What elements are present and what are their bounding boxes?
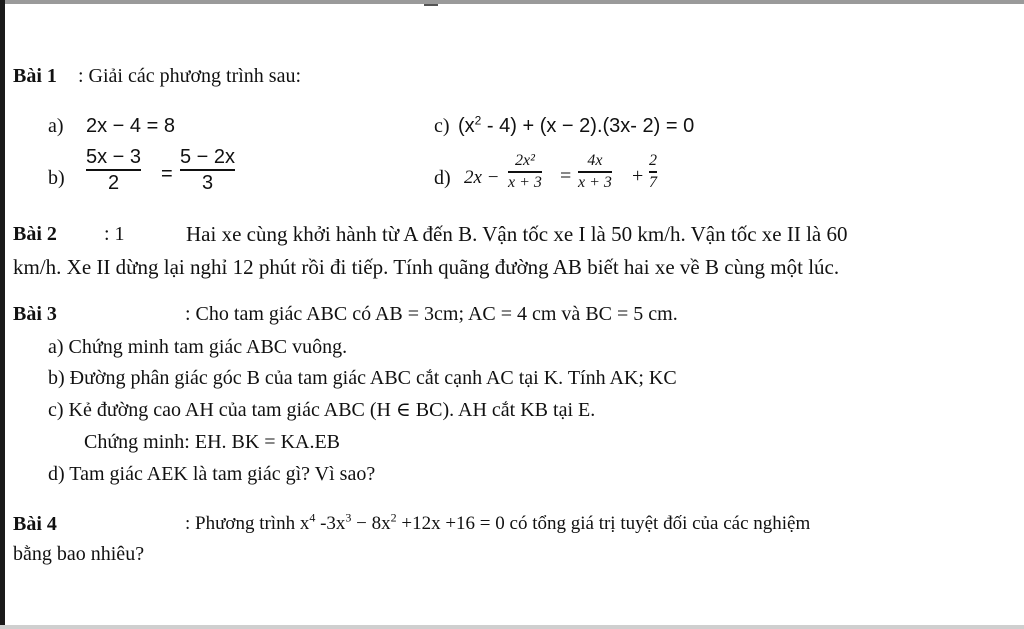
bai1-b-eq: =: [161, 163, 173, 185]
bai1-d-eq: =: [560, 165, 572, 187]
bai1-a-label: a): [48, 115, 64, 137]
bai4-p3: − 8x: [351, 513, 391, 534]
fraction-bar: [649, 171, 657, 173]
bai2-line1: Hai xe cùng khởi hành từ A đến B. Vận tốc xe I là 50 km/h. Vận tốc xe II là 60: [186, 222, 848, 246]
bai4-e1: 4: [309, 510, 316, 525]
fraction-bar: [86, 169, 141, 171]
bai1-b-label: b): [48, 167, 65, 189]
bai1-d-lead: 2x −: [464, 167, 500, 188]
bai3-c2: Chứng minh: EH. BK = KA.EB: [84, 431, 341, 453]
bai3-prompt: : Cho tam giác ABC có AB = 3cm; AC = 4 cm và BC = 5 cm.: [185, 303, 678, 325]
bai2-line2: km/h. Xe II dừng lại nghỉ 12 phút rồi đi tiếp. Tính quãng đường AB biết hai xe về B cùng một lúc.: [13, 255, 840, 279]
bai1-d-label: d): [434, 167, 451, 189]
bai4-p4: +12x +16 = 0 có tổng giá trị tuyệt đối của các nghiệm: [396, 513, 811, 534]
bai4-p2: -3x: [315, 513, 346, 534]
bai2-sep: : 1: [104, 223, 125, 245]
bai1-c-part1: (x: [458, 115, 475, 137]
bai1-d-num3: 2: [649, 152, 657, 169]
bai1-d-frac1: [508, 152, 542, 192]
bai1-a-expr: 2x − 4 = 8: [86, 115, 175, 137]
bai4-line2: bằng bao nhiêu?: [13, 543, 145, 565]
fraction-bar: [180, 169, 235, 171]
bai1-d-plus: +: [632, 165, 644, 187]
bai3-d: d) Tam giác AEK là tam giác gì? Vì sao?: [48, 463, 376, 485]
bai1-b-frac2: [180, 146, 235, 194]
bai1-d-den2: x + 3: [578, 173, 612, 191]
bai4-e3: 2: [390, 510, 397, 525]
bai1-c-label: c): [434, 115, 450, 137]
bai4-title: Bài 4: [13, 513, 57, 535]
bai1-d-num1: 2x²: [515, 152, 535, 169]
bai1-d-frac2: [578, 152, 612, 192]
bai1-d-num2: 4x: [587, 152, 603, 169]
bai3-a: a) Chứng minh tam giác ABC vuông.: [48, 336, 348, 358]
left-border: [0, 0, 5, 629]
bai4-question: [185, 512, 810, 536]
bai3-b: b) Đường phân giác góc B của tam giác ABC cắt cạnh AC tại K. Tính AK; KC: [48, 367, 677, 389]
bai1-c-expr: [458, 114, 694, 138]
bottom-border: [0, 625, 1024, 629]
fraction-bar: [578, 171, 612, 173]
bai4-e2: 3: [345, 510, 352, 525]
bai1-c-exp: 2: [474, 113, 482, 128]
bai3-title: Bài 3: [13, 303, 57, 325]
bai3-c: c) Kẻ đường cao AH của tam giác ABC (H ∈ BC). AH cắt KB tại E.: [48, 399, 596, 421]
bai1-prompt: : Giải các phương trình sau:: [78, 65, 302, 87]
bai1-b-num1: 5x − 3: [86, 146, 142, 168]
bai1-b-den1: 2: [107, 171, 120, 194]
bai4-p1: : Phương trình x: [185, 513, 310, 534]
bai1-b-num2: 5 − 2x: [180, 146, 236, 168]
bai1-b-frac1: [86, 146, 141, 194]
top-border: [0, 0, 1024, 4]
fraction-bar: [508, 171, 542, 173]
bai1-d-frac3: [649, 152, 657, 192]
bai2-title: Bài 2: [13, 223, 57, 245]
bai1-d-den3: 7: [649, 173, 657, 191]
top-mark: [424, 4, 438, 6]
bai1-b-den2: 3: [201, 171, 214, 194]
bai1-c-part2: - 4) + (x − 2).(3x- 2) = 0: [481, 115, 695, 137]
bai1-title: Bài 1: [13, 65, 57, 87]
bai1-d-den1: x + 3: [508, 173, 542, 191]
